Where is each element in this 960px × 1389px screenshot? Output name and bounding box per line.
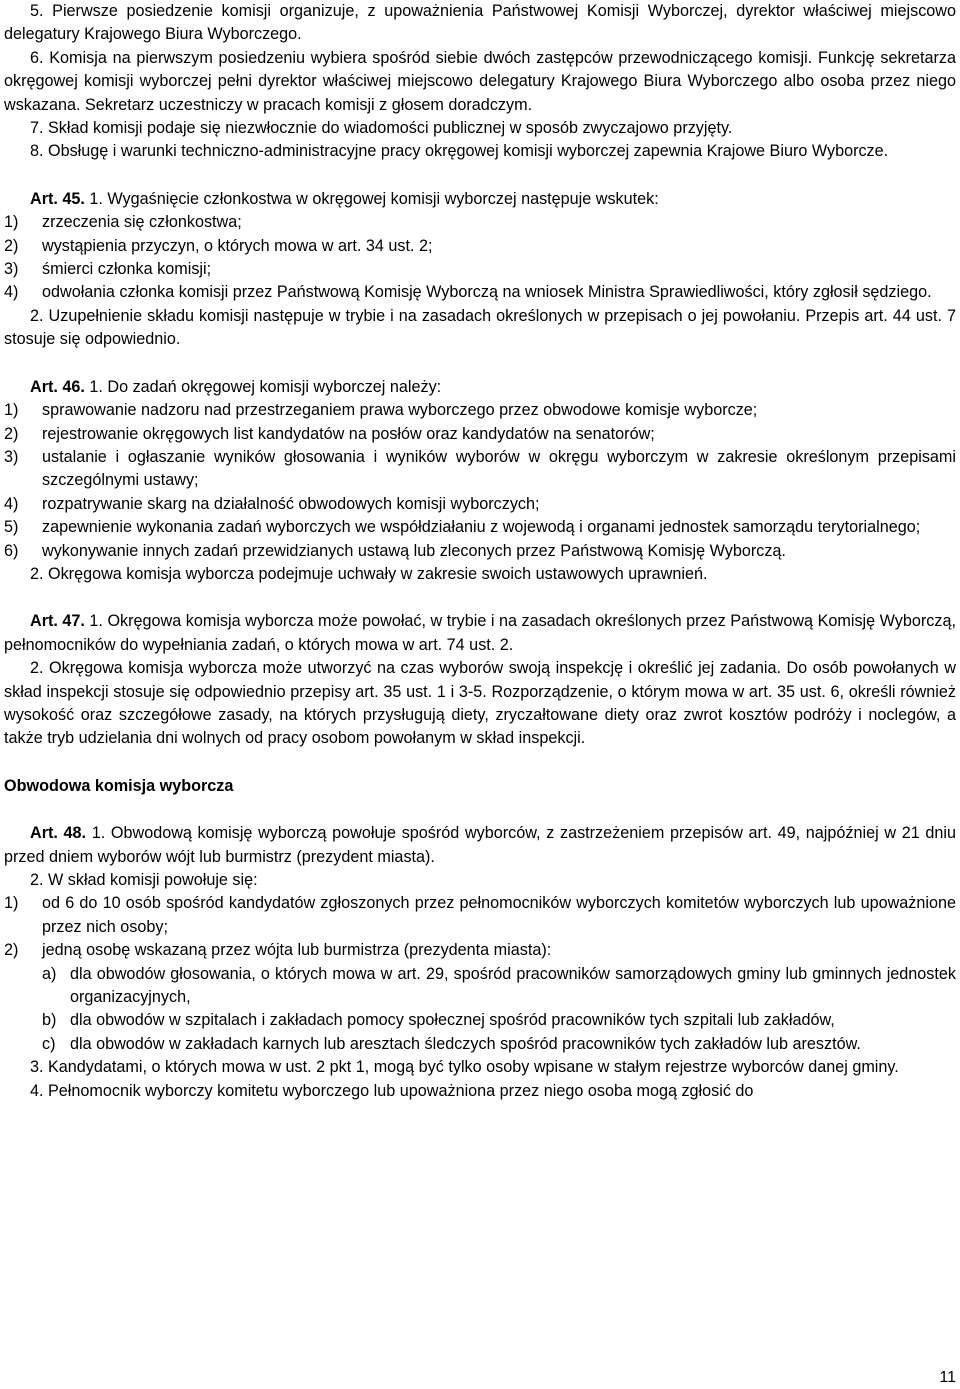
- art48-para-2: 2. W skład komisji powołuje się:: [30, 871, 258, 889]
- list-item: 3) śmierci członka komisji;: [4, 260, 212, 279]
- art46-para-2: 2. Okręgowa komisja wyborcza podejmuje uchwały w zakresie swoich ustawowych uprawnień.: [30, 564, 708, 583]
- art44-para-6: 6. Komisja na pierwszym posiedzeniu wybiera spośród siebie dwóch zastępców przewodniczącego komisji. Funkcję sekretarza okręgowej komisji wyborczej pełni dyrektor właściwej miejscowo delegatury Krajowego Biura Wyborczego albo osoba przez niego wskazana. Sekretarz uczestniczy w pracach komisji z głosem doradczym.: [4, 48, 956, 114]
- art45-para-2: 2. Uzupełnienie składu komisji następuje w trybie i na zasadach określonych w przepisach o jej powołaniu. Przepis art. 44 ust. 7 stosuje się odpowiednio.: [4, 306, 956, 349]
- list-item: 4) rozpatrywanie skarg na działalność obwodowych komisji wyborczych;: [4, 494, 540, 513]
- list-item: 6) wykonywanie innych zadań przewidzianych ustawą lub zleconych przez Państwową Komisję Wyborczą.: [4, 541, 786, 560]
- art47-para-2: 2. Okręgowa komisja wyborcza może utworzyć na czas wyborów swoją inspekcję i określić jej zadania. Do osób powołanych w skład inspekcji stosuje się odpowiednio przepisy art. 35 ust. 1 i 3-5. Rozporządzenie, o którym mowa w art. 35 ust. 6, określi również wysokość oraz szczegółowe zasady, na których przysługują diety, zryczałtowane diety oraz zwrot kosztów podróży i noclegów, a także tryb udzielania dni wolnych od pracy osobom powołanym w skład inspekcji.: [4, 659, 956, 748]
- sub-list-item: b) dla obwodów w szpitalach i zakładach pomocy społecznej spośród pracowników tych szpitali lub zakładów,: [42, 1011, 835, 1030]
- list-item: 1) od 6 do 10 osób spośród kandydatów zgłoszonych przez pełnomocników wyborczych komitetów wyborczych lub upoważnione przez nich osoby;: [4, 894, 956, 936]
- list-item: 4) odwołania członka komisji przez Państwową Komisję Wyborczą na wniosek Ministra Sprawiedliwości, który zgłosił sędziego.: [4, 283, 932, 302]
- art48-label: Art. 48.: [30, 824, 87, 843]
- art44-para-8: 8. Obsługę i warunki techniczno-administracyjne pracy okręgowej komisji wyborczej zapewnia Krajowe Biuro Wyborcze.: [30, 142, 889, 161]
- list-item: 5) zapewnienie wykonania zadań wyborczych we współdziałaniu z wojewodą i organami jednostek samorządu terytorialnego;: [4, 518, 921, 537]
- art45-label: Art. 45.: [30, 189, 85, 208]
- list-item: 1) sprawowanie nadzoru nad przestrzeganiem prawa wyborczego przez obwodowe komisje wyborcze;: [4, 401, 758, 420]
- document-page: [4, 0, 956, 1103]
- list-item: 2) jedną osobę wskazaną przez wójta lub burmistrza (prezydenta miasta):: [4, 941, 552, 960]
- art46-lead: Art. 46. 1. Do zadań okręgowej komisji wyborczej należy:: [30, 377, 442, 396]
- art48-lead: Art. 48. 1. Obwodową komisję wyborczą powołuje spośród wyborców, z zastrzeżeniem przepisów art. 49, najpóźniej w 21 dniu przed dniem wyborów wójt lub burmistrz (prezydent miasta).: [4, 824, 956, 866]
- art46-label: Art. 46.: [30, 377, 85, 396]
- sub-list-item: a) dla obwodów głosowania, o których mowa w art. 29, spośród pracowników samorządowych gminy lub gminnych jednostek organizacyjnych,: [42, 964, 956, 1007]
- art44-para-5: 5. Pierwsze posiedzenie komisji organizuje, z upoważnienia Państwowej Komisji Wyborczej, dyrektor właściwej miejscowo delegatury Krajowego Biura Wyborczego.: [4, 2, 956, 44]
- art48-para-4: 4. Pełnomocnik wyborczy komitetu wyborczego lub upoważniona przez niego osoba mogą zgłosić do: [30, 1081, 754, 1100]
- list-item: 3) ustalanie i ogłaszanie wyników głosowania i wyników wyborów w okręgu wyborczym w zakresie określonym przepisami szczególnymi ustawy;: [4, 447, 956, 490]
- section-heading: Obwodowa komisja wyborcza: [4, 776, 234, 795]
- sub-list-item: c) dla obwodów w zakładach karnych lub aresztach śledczych spośród pracowników tych zakładów lub aresztów.: [42, 1034, 861, 1053]
- list-item: 2) rejestrowanie okręgowych list kandydatów na posłów oraz kandydatów na senatorów;: [4, 424, 655, 443]
- list-item: 2) wystąpienia przyczyn, o których mowa w art. 34 ust. 2;: [4, 236, 433, 255]
- art47-lead: Art. 47. 1. Okręgowa komisja wyborcza może powołać, w trybie i na zasadach określonych przez Państwową Komisję Wyborczą, pełnomocników do wypełniania zadań, o których mowa w art. 74 ust. 2.: [4, 612, 956, 654]
- page-number: 11: [939, 1368, 956, 1386]
- art44-para-7: 7. Skład komisji podaje się niezwłocznie do wiadomości publicznej w sposób zwyczajowo przyjęty.: [30, 119, 733, 138]
- art45-lead: Art. 45. 1. Wygaśnięcie członkostwa w okręgowej komisji wyborczej następuje wskutek:: [30, 189, 659, 208]
- art47-label: Art. 47.: [30, 612, 85, 631]
- art48-para-3: 3. Kandydatami, o których mowa w ust. 2 pkt 1, mogą być tylko osoby wpisane w stałym rejestrze wyborców danej gminy.: [30, 1058, 899, 1077]
- list-item: 1) zrzeczenia się członkostwa;: [4, 213, 242, 232]
